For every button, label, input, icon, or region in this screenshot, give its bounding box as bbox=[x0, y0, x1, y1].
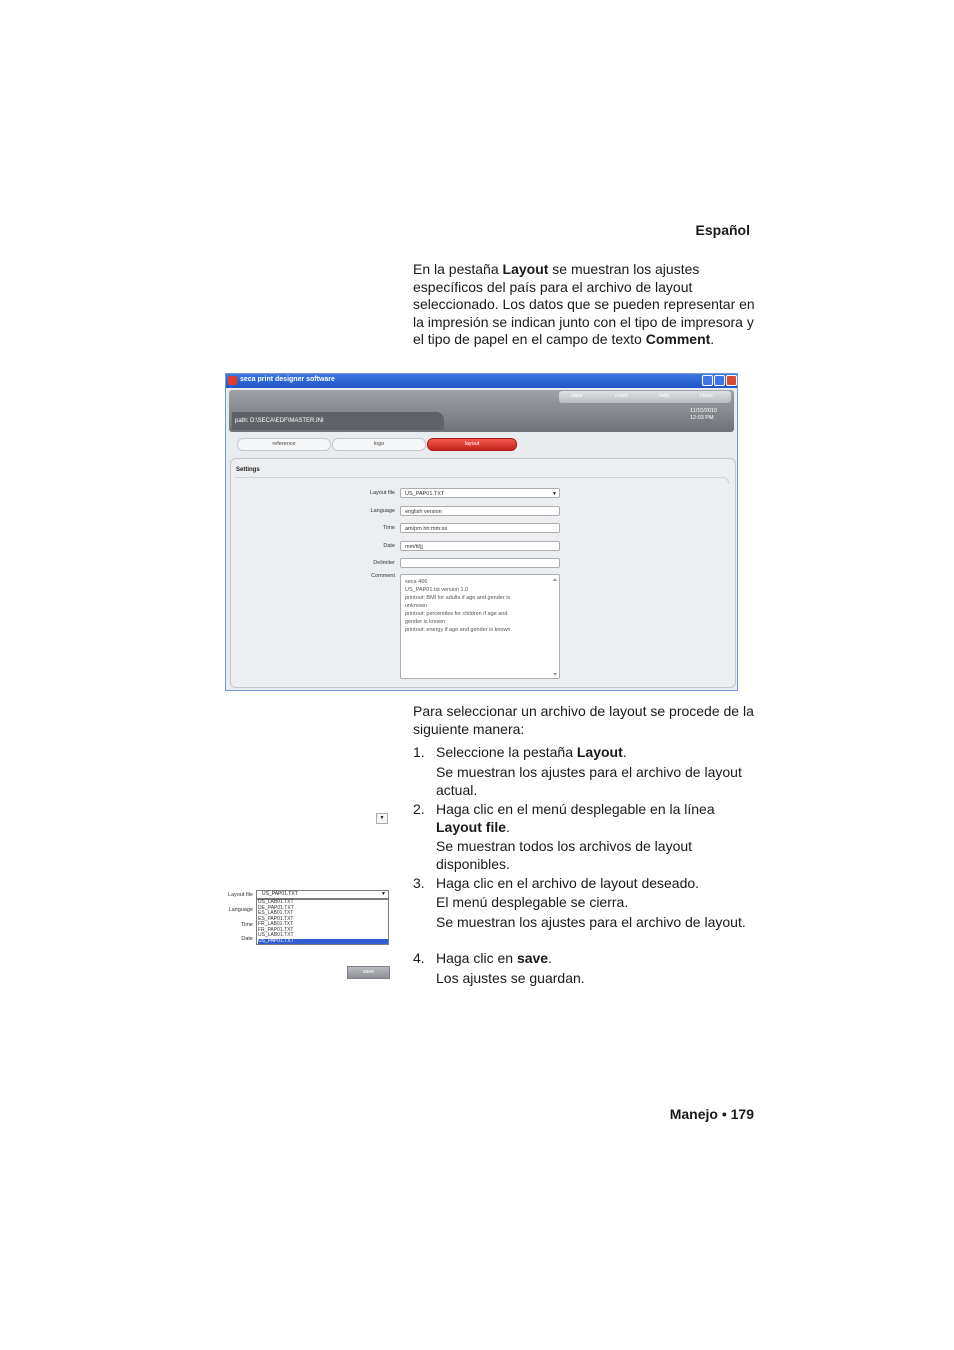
datetime bbox=[690, 408, 717, 422]
mini-dropdown-list bbox=[256, 899, 389, 945]
comment-line: unknown bbox=[405, 603, 428, 609]
language-header: Español bbox=[695, 222, 750, 238]
delimiter-field[interactable] bbox=[400, 558, 560, 568]
delimiter-label: Delimiter bbox=[373, 560, 395, 566]
scrollbar[interactable] bbox=[552, 577, 558, 677]
dropdown-arrow-illustration bbox=[376, 813, 388, 824]
tab-logo[interactable]: logo bbox=[332, 438, 426, 451]
step-number: 3. bbox=[413, 875, 425, 891]
app-window-screenshot bbox=[225, 373, 738, 691]
window-close-button[interactable] bbox=[726, 375, 737, 386]
language-field[interactable]: english version bbox=[400, 506, 560, 516]
comment-textarea[interactable] bbox=[400, 574, 560, 679]
mini-label: Time bbox=[240, 922, 253, 928]
date-text: 11/10/2010 bbox=[690, 408, 718, 414]
comment-line: printout: BMI for adults if age and gender is bbox=[405, 595, 511, 601]
step-4-instruction: Haga clic en save. bbox=[436, 950, 552, 966]
menu-save[interactable]: save bbox=[571, 393, 583, 399]
time-label: Time bbox=[382, 525, 395, 531]
comment-line: printout: percentiles for children if age and bbox=[405, 611, 508, 617]
step-3-instruction: Haga clic en el archivo de layout deseado. bbox=[436, 875, 700, 891]
mini-label: Language bbox=[228, 907, 253, 913]
layout-file-dropdown-illustration bbox=[225, 888, 391, 948]
time-text: 12:03 PM bbox=[690, 415, 714, 421]
step-3-result-1: El menú desplegable se cierra. bbox=[436, 894, 629, 910]
step-2-result: Se muestran todos los archivos de layout disponibles. bbox=[436, 838, 693, 872]
chevron-down-icon: ▼ bbox=[552, 491, 557, 497]
step-number: 2. bbox=[413, 801, 425, 817]
comment-label: Comment bbox=[371, 573, 395, 579]
path-bar bbox=[232, 412, 444, 430]
date-label: Date bbox=[383, 543, 395, 549]
dropdown-option[interactable]: FR_LAB01.TXT bbox=[258, 921, 294, 927]
comment-line: gender is known bbox=[405, 619, 446, 625]
title-bar bbox=[226, 374, 737, 388]
minimize-button[interactable] bbox=[702, 375, 713, 386]
layout-file-label: Layout file bbox=[369, 490, 395, 496]
step-1-result: Se muestran los ajustes para el archivo de layout actual. bbox=[436, 764, 742, 798]
chevron-down-icon: ▼ bbox=[381, 891, 386, 897]
step-4-result: Los ajustes se guardan. bbox=[436, 970, 585, 986]
page-footer: Manejo • 179 bbox=[669, 1106, 754, 1122]
dropdown-option-selected[interactable]: US_PAP01.TXT bbox=[258, 939, 388, 945]
date-field[interactable]: mm/tt/jj bbox=[400, 541, 560, 551]
top-band bbox=[229, 390, 734, 432]
menu-close[interactable]: close bbox=[700, 393, 713, 399]
chevron-down-icon: ▼ bbox=[379, 815, 385, 821]
dropdown-option[interactable]: DE_PAP01.TXT bbox=[258, 904, 294, 911]
window-title: seca print designer software bbox=[240, 376, 335, 383]
step-2-instruction: Haga clic en el menú desplegable en la línea Layout file. bbox=[436, 801, 715, 835]
settings-panel bbox=[230, 458, 736, 688]
mini-label: Layout file bbox=[227, 892, 253, 898]
save-button-illustration[interactable]: save bbox=[347, 966, 390, 979]
dropdown-option[interactable]: US_LAB01.TXT bbox=[258, 932, 294, 938]
mini-label: Date bbox=[241, 936, 253, 942]
tab-reference[interactable]: reference bbox=[237, 438, 331, 451]
comment-line: printout: energy if age and gender is known bbox=[405, 627, 511, 633]
maximize-button[interactable] bbox=[714, 375, 725, 386]
time-field[interactable]: am/pm hh:mm:ss bbox=[400, 523, 560, 533]
seca-app-icon bbox=[228, 376, 237, 385]
path-text: path: D:\SECA\EDF\MASTER.INI bbox=[235, 418, 324, 424]
comment-line: US_PAP01.txt version 1.0 bbox=[405, 587, 469, 593]
language-label: Language bbox=[370, 508, 395, 514]
tab-layout[interactable]: layout bbox=[427, 438, 517, 451]
step-number: 1. bbox=[413, 744, 425, 760]
mini-selected-value: US_PAP01.TXT bbox=[262, 891, 298, 897]
step-1-instruction: Seleccione la pestaña Layout. bbox=[436, 744, 627, 760]
step-number: 4. bbox=[413, 950, 425, 966]
intro-paragraph: En la pestaña Layout se muestran los ajustes específicos del país para el archivo de layout seleccionado. Los datos que se pueden representar en la impresión se indican junto con el tipo de impresora y el tipo de papel en el campo de texto Comment. bbox=[413, 261, 755, 348]
dropdown-option[interactable]: US_LAB01.TXT bbox=[258, 899, 294, 905]
mini-layout-select[interactable] bbox=[256, 890, 389, 899]
dropdown-option[interactable]: ES_LAB01.TXT bbox=[258, 910, 294, 916]
layout-file-value: US_PAP01.TXT bbox=[405, 491, 445, 497]
menu-bar bbox=[559, 391, 731, 403]
procedure-intro: Para seleccionar un archivo de layout se procede de la siguiente manera: bbox=[413, 703, 754, 737]
settings-divider bbox=[235, 477, 729, 484]
menu-help[interactable]: help bbox=[659, 393, 670, 399]
comment-line: seca 466 bbox=[405, 579, 428, 585]
dropdown-option[interactable]: FR_PAP01.TXT bbox=[258, 926, 294, 933]
settings-title: Settings bbox=[236, 467, 260, 473]
menu-reset[interactable]: reset bbox=[615, 393, 628, 399]
layout-file-select[interactable] bbox=[400, 488, 560, 498]
step-3-result-2: Se muestran los ajustes para el archivo de layout. bbox=[436, 914, 746, 930]
dropdown-option[interactable]: ES_PAP01.TXT bbox=[258, 915, 294, 922]
